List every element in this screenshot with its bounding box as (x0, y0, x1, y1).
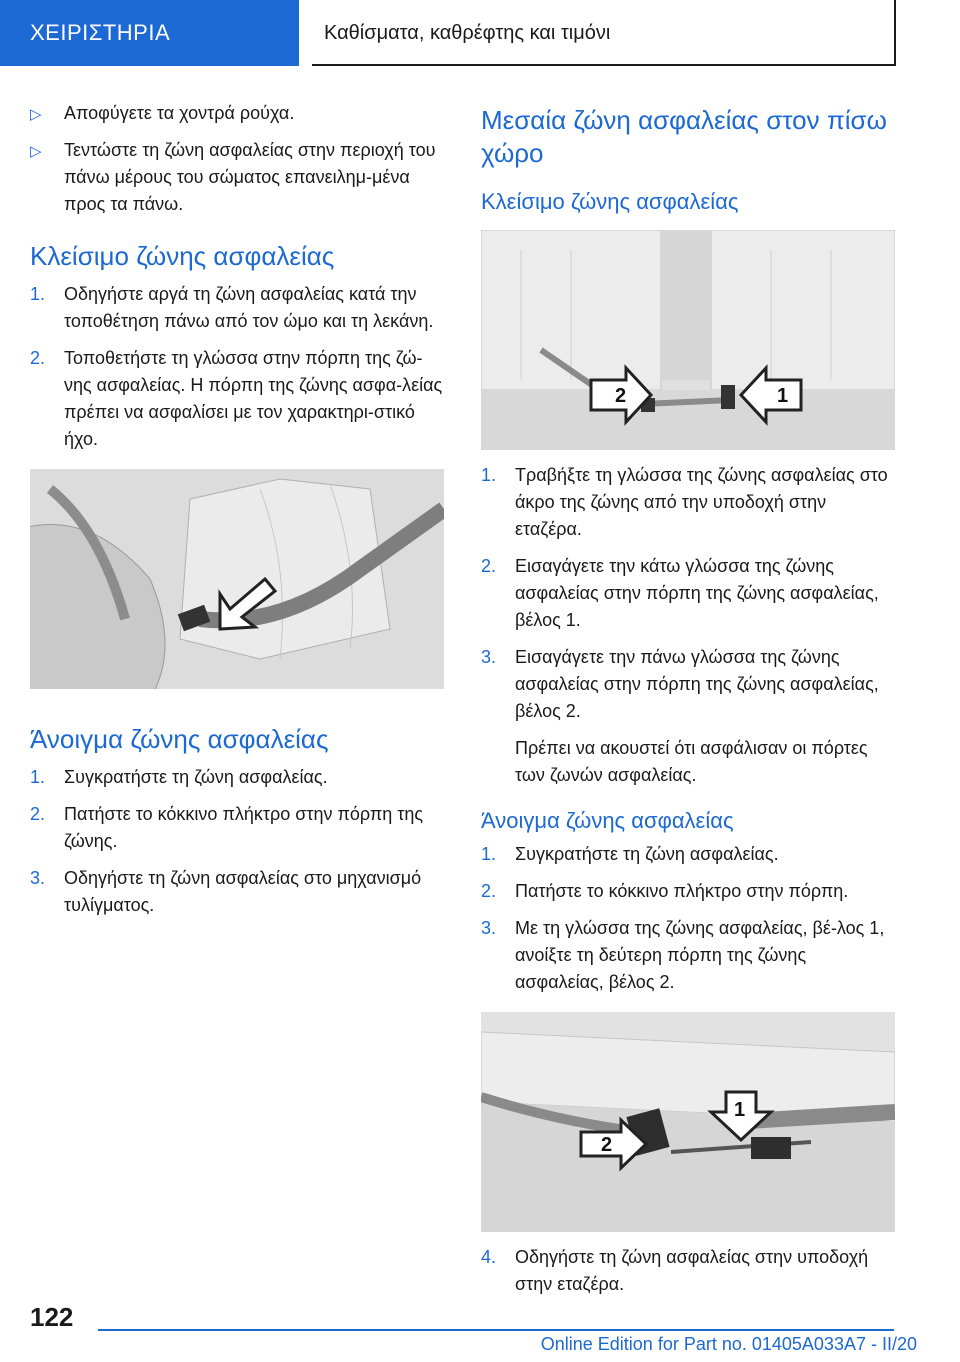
step-number: 1. (30, 767, 46, 787)
step-item (481, 462, 896, 543)
step-text: Πατήστε το κόκκινο πλήκτρο στην πόρπη της ζώνης. (64, 804, 424, 851)
step-number: 2. (481, 556, 497, 576)
edition-footer: Online Edition for Part no. 01405A033A7 - II/20 (540, 1334, 917, 1354)
step-text: Τραβήξτε τη γλώσσα της ζώνης ασφαλείας στο άκρο της ζώνης από την υποδοχή στην εταζέρα. (515, 465, 888, 539)
step-text: Οδηγήστε τη ζώνη ασφαλείας στην υποδοχή στην εταζέρα. (515, 1247, 869, 1294)
step-number: 2. (30, 804, 46, 824)
step-item (30, 865, 445, 919)
step-item (30, 345, 445, 453)
arrow-label-1: 1 (734, 1099, 746, 1121)
rear-open-heading: Άνοιγμα ζώνης ασφαλείας (481, 808, 734, 833)
open-heading: Άνοιγμα ζώνης ασφαλείας (30, 724, 329, 754)
step-text: Συγκρατήστε τη ζώνη ασφαλείας. (515, 844, 779, 864)
step-number: 1. (481, 465, 497, 485)
section-tab-label: ΧΕΙΡΙΣΤΗΡΙΑ (30, 20, 171, 45)
step-item (481, 915, 896, 996)
page-number: 122 (30, 1302, 74, 1332)
left-column (30, 100, 445, 929)
triangle-bullet-icon: ▷ (30, 143, 42, 160)
bullet-text: Τεντώστε τη ζώνη ασφαλείας στην περιοχή του πάνω μέρους του σώματος επανειλημ-μένα προς τα πάνω. (64, 140, 436, 214)
step-item (30, 764, 445, 791)
step-text: Οδηγήστε αργά τη ζώνη ασφαλείας κατά την τοποθέτηση πάνω από τον ώμο και τη λεκάνη. (64, 284, 434, 331)
bullet-item (30, 100, 445, 127)
arrow-label-2: 2 (615, 385, 627, 407)
arrow-label-2: 2 (601, 1134, 613, 1156)
chapter-title: Καθίσματα, καθρέφτης και τιμόνι (324, 22, 611, 44)
bullet-text: Αποφύγετε τα χοντρά ρούχα. (64, 103, 295, 123)
chapter-header (312, 0, 896, 66)
step-item (481, 553, 896, 634)
bullet-item (30, 137, 445, 218)
step-item (30, 281, 445, 335)
rear-belt-open-image (481, 1012, 895, 1232)
step-text: Συγκρατήστε τη ζώνη ασφαλείας. (64, 767, 328, 787)
step-number: 3. (481, 918, 497, 938)
step-text: Με τη γλώσσα της ζώνης ασφαλείας, βέ-λος 1, ανοίξτε τη δεύτερη πόρπη της ζώνης ασφαλείας, βέλος 2. (515, 918, 885, 992)
step-note: Πρέπει να ακουστεί ότι ασφάλισαν οι πόρτες των ζωνών ασφαλείας. (515, 738, 868, 785)
step-number: 1. (481, 844, 497, 864)
section-tab[interactable] (0, 0, 299, 66)
rear-fasten-heading: Κλείσιμο ζώνης ασφαλείας (481, 189, 739, 214)
step-number: 4. (481, 1247, 497, 1267)
rear-middle-belt-heading: Μεσαία ζώνη ασφαλείας στον πίσω χώρο (481, 105, 887, 168)
step-item (481, 1244, 896, 1298)
step-number: 2. (481, 881, 497, 901)
step-number: 3. (481, 647, 497, 667)
step-number: 3. (30, 868, 46, 888)
step-item (481, 841, 896, 868)
step-text: Εισαγάγετε την κάτω γλώσσα της ζώνης ασφαλείας στην πόρπη της ζώνης ασφαλείας, βέλος 1. (515, 556, 879, 630)
fasten-heading: Κλείσιμο ζώνης ασφαλείας (30, 241, 335, 271)
front-seat-belt-image (30, 469, 444, 689)
step-text: Οδηγήστε τη ζώνη ασφαλείας στο μηχανισμό τυλίγματος. (64, 868, 422, 915)
step-item (30, 801, 445, 855)
step-item (481, 878, 896, 905)
footer-divider (98, 1329, 894, 1331)
triangle-bullet-icon: ▷ (30, 106, 42, 123)
step-number: 2. (30, 348, 46, 368)
rear-belt-fasten-image (481, 230, 895, 450)
step-number: 1. (30, 284, 46, 304)
right-column (481, 104, 896, 1308)
step-item (481, 644, 896, 725)
step-text: Πατήστε το κόκκινο πλήκτρο στην πόρπη. (515, 881, 849, 901)
step-text: Εισαγάγετε την πάνω γλώσσα της ζώνης ασφαλείας στην πόρπη της ζώνης ασφαλείας, βέλος 2. (515, 647, 879, 721)
arrow-label-1: 1 (777, 385, 789, 407)
step-text: Τοποθετήστε τη γλώσσα στην πόρπη της ζώ-νης ασφαλείας. Η πόρπη της ζώνης ασφα-λείας πρέπει να ασφαλίσει με τον χαρακτηρι-στικό ήχο. (64, 348, 443, 449)
